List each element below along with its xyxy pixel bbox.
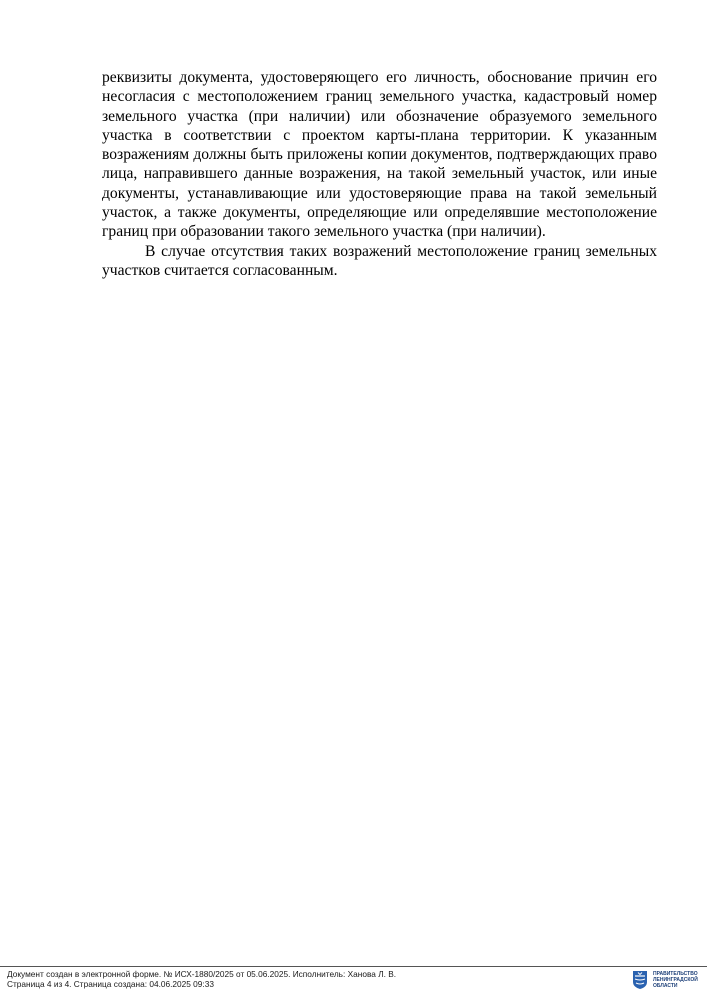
document-body: [102, 68, 657, 280]
logo-line-3: ОБЛАСТИ: [653, 983, 678, 989]
footer-divider: [0, 966, 707, 967]
leningrad-region-emblem-icon: [632, 970, 648, 990]
footer-document-info: Документ создан в электронной форме. № ИСХ-1880/2025 от 05.06.2025. Исполнитель: Ханова Л. В.: [7, 969, 397, 979]
logo-line-2: ЛЕНИНГРАДСКОЙ: [653, 977, 698, 983]
paragraph-continuation: реквизиты документа, удостоверяющего его личность, обоснование причин его несогласия с местоположением границ земельного участка, кадастровый номер земельного участка (при наличии) или обозначение образуемого земельного участка в соответствии с проектом карты-плана территории. К указанным возражениям должны быть приложены копии документов, подтверждающих право лица, направившего данные возражения, на такой земельный участок, или иные документы, устанавливающие или удостоверяющие права на такой земельный участок, а также документы, определяющие или определявшие местоположение границ при образовании такого земельного участка (при наличии).: [102, 69, 657, 241]
logo-caption: [653, 971, 698, 989]
footer-page-info: Страница 4 из 4. Страница создана: 04.06.2025 09:33: [7, 979, 214, 989]
footer: [7, 969, 607, 989]
logo-line-1: ПРАВИТЕЛЬСТВО: [653, 971, 698, 977]
paragraph-agreement: В случае отсутствия таких возражений местоположение границ земельных участков считается согласованным.: [102, 242, 657, 279]
government-logo: [632, 970, 704, 992]
